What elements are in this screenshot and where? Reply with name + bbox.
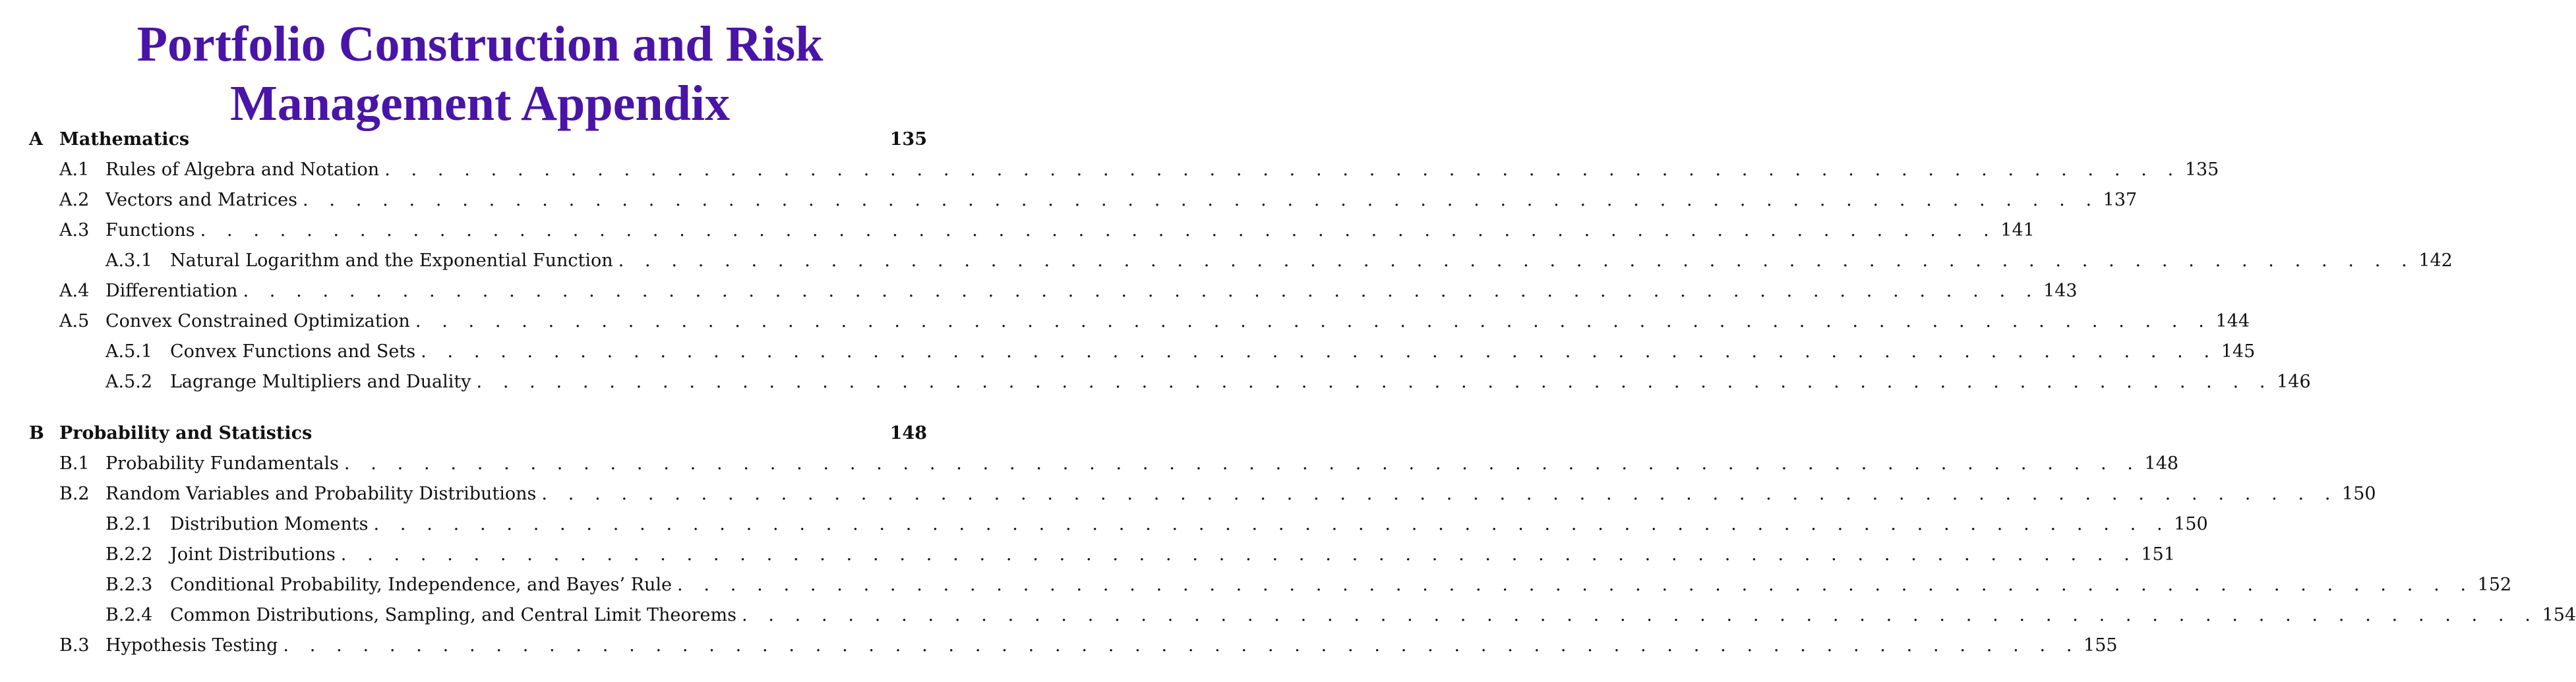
toc-dot-leader: . . . . . . . . . . . . . . . . . . . . . . . . . . . . . . . . . . . . . . . . . . . . . . . . . . . . . . . . . . . . . . . . . . . . bbox=[384, 159, 2181, 180]
toc-label: Functions bbox=[105, 220, 195, 241]
toc-dot-leader: . . . . . . . . . . . . . . . . . . . . . . . . . . . . . . . . . . . . . . . . . . . . . . . . . . . . . . . . . . . . . . . . . . . . bbox=[344, 453, 2141, 474]
toc-section-a2[interactable] bbox=[59, 187, 2138, 213]
toc-label: Common Distributions, Sampling, and Central Limit Theorems bbox=[170, 605, 736, 625]
toc-label: Vectors and Matrices bbox=[105, 190, 298, 210]
toc-number: B.2.2 bbox=[105, 544, 153, 565]
toc-subsection-a52[interactable] bbox=[105, 369, 2311, 395]
toc-label: Distribution Moments bbox=[170, 514, 369, 534]
toc-section-a3[interactable] bbox=[59, 217, 2035, 244]
toc-number: B.1 bbox=[59, 453, 90, 474]
toc-label: Differentiation bbox=[105, 281, 238, 301]
toc-label: Convex Functions and Sets bbox=[170, 341, 416, 362]
toc-page-number: 144 bbox=[2215, 311, 2250, 331]
toc-subsection-b24[interactable] bbox=[105, 602, 2576, 629]
toc-dot-leader: . . . . . . . . . . . . . . . . . . . . . . . . . . . . . . . . . . . . . . . . . . . . . . . . . . . . . . . . . . . . . . . . . . . . bbox=[200, 220, 1997, 241]
toc-dot-leader: . . . . . . . . . . . . . . . . . . . . . . . . . . . . . . . . . . . . . . . . . . . . . . . . . . . . . . . . . . . . . . . . . . . . bbox=[677, 575, 2474, 595]
toc-chapter-b[interactable] bbox=[29, 420, 927, 447]
toc-page-number: 146 bbox=[2277, 372, 2311, 392]
toc-label: Mathematics bbox=[59, 129, 190, 150]
toc-label: Probability and Statistics bbox=[59, 423, 313, 443]
toc-page-number: 141 bbox=[2000, 220, 2035, 241]
toc-page-number: 142 bbox=[2418, 250, 2453, 271]
toc-number: A.2 bbox=[59, 190, 90, 210]
toc-subsection-a31[interactable] bbox=[105, 248, 2453, 274]
toc-section-b2[interactable] bbox=[59, 481, 2376, 507]
toc-page-number: 155 bbox=[2083, 635, 2118, 656]
toc-dot-leader: . . . . . . . . . . . . . . . . . . . . . . . . . . . . . . . . . . . . . . . . . . . . . . . . . . . . . . . . . . . . . . . . . . . . bbox=[541, 484, 2339, 504]
toc-chapter-a[interactable] bbox=[29, 127, 927, 153]
toc-dot-leader: . . . . . . . . . . . . . . . . . . . . . . . . . . . . . . . . . . . . . . . . . . . . . . . . . . . . . . . . . . . . . . . . . . . . bbox=[340, 544, 2138, 565]
toc-subsection-a51[interactable] bbox=[105, 339, 2256, 365]
toc-dot-leader: . . . . . . . . . . . . . . . . . . . . . . . . . . . . . . . . . . . . . . . . . . . . . . . . . . . . . . . . . . . . . . . . . . . . bbox=[476, 372, 2273, 392]
toc-number: B.2.1 bbox=[105, 514, 153, 534]
toc-number: A.3 bbox=[59, 220, 90, 241]
toc-dot-leader: . . . . . . . . . . . . . . . . . . . . . . . . . . . . . . . . . . . . . . . . . . . . . . . . . . . . . . . . . . . . . . . . . . . . bbox=[243, 281, 2040, 301]
toc-dot-leader: . . . . . . . . . . . . . . . . . . . . . . . . . . . . . . . . . . . . . . . . . . . . . . . . . . . . . . . . . . . . . . . . . . . . bbox=[421, 341, 2217, 362]
title-line-1: Portfolio Construction and Risk bbox=[136, 16, 824, 72]
toc-page-number: 150 bbox=[2342, 484, 2376, 504]
toc-section-b3[interactable] bbox=[59, 633, 2118, 659]
toc-number: A.4 bbox=[59, 281, 90, 301]
toc-subsection-b21[interactable] bbox=[105, 511, 2208, 538]
toc-dot-leader: . . . . . . . . . . . . . . . . . . . . . . . . . . . . . . . . . . . . . . . . . . . . . . . . . . . . . . . . . . . . . . . . . . . . bbox=[741, 605, 2538, 625]
toc-number: B.2.3 bbox=[105, 575, 153, 595]
toc-dot-leader: . . . . . . . . . . . . . . . . . . . . . . . . . . . . . . . . . . . . . . . . . . . . . . . . . . . . . . . . . . . . . . . . . . . . bbox=[618, 250, 2415, 271]
toc-section-a5[interactable] bbox=[59, 308, 2250, 335]
toc-section-b1[interactable] bbox=[59, 451, 2179, 477]
toc-number: A.3.1 bbox=[105, 250, 153, 271]
toc-dot-leader: . . . . . . . . . . . . . . . . . . . . . . . . . . . . . . . . . . . . . . . . . . . . . . . . . . . . . . . . . . . . . . . . . . . . bbox=[303, 190, 2099, 210]
toc-page-number: 152 bbox=[2477, 575, 2512, 595]
toc-section-a4[interactable] bbox=[59, 278, 2078, 304]
toc-label: Convex Constrained Optimization bbox=[105, 311, 410, 331]
toc-number: A.5.1 bbox=[105, 341, 153, 362]
toc-number: A.5 bbox=[59, 311, 90, 331]
toc-page-number: 135 bbox=[889, 129, 927, 150]
toc-label: Joint Distributions bbox=[170, 544, 336, 565]
toc-page-number: 143 bbox=[2043, 281, 2078, 301]
toc-page-number: 151 bbox=[2141, 544, 2175, 565]
toc-number: B bbox=[29, 423, 44, 443]
toc-page-number: 150 bbox=[2174, 514, 2208, 534]
toc-number: B.2.4 bbox=[105, 605, 153, 625]
toc-dot-leader: . . . . . . . . . . . . . . . . . . . . . . . . . . . . . . . . . . . . . . . . . . . . . . . . . . . . . . . . . . . . . . . . . . . . bbox=[283, 635, 2080, 656]
toc-page-number: 135 bbox=[2184, 159, 2219, 180]
toc-number: A bbox=[29, 129, 43, 150]
toc-subsection-b22[interactable] bbox=[105, 542, 2175, 568]
title-line-2: Management Appendix bbox=[230, 76, 730, 131]
toc-subsection-b23[interactable] bbox=[105, 572, 2512, 598]
toc-page-number: 137 bbox=[2103, 190, 2138, 210]
toc-number: A.5.2 bbox=[105, 372, 153, 392]
toc-dot-leader: . . . . . . . . . . . . . . . . . . . . . . . . . . . . . . . . . . . . . . . . . . . . . . . . . . . . . . . . . . . . . . . . . . . . bbox=[373, 514, 2171, 534]
toc-page-number: 145 bbox=[2221, 341, 2256, 362]
toc-label: Hypothesis Testing bbox=[105, 635, 278, 656]
toc-label: Random Variables and Probability Distributions bbox=[105, 484, 537, 504]
toc-label: Conditional Probability, Independence, and Bayes’ Rule bbox=[170, 575, 673, 595]
toc-page-number: 148 bbox=[889, 423, 927, 443]
toc-page-number: 148 bbox=[2144, 453, 2179, 474]
toc-number: B.2 bbox=[59, 484, 90, 504]
toc-page-number: 154 bbox=[2542, 605, 2576, 625]
toc-section-a1[interactable] bbox=[59, 157, 2219, 183]
toc-label: Lagrange Multipliers and Duality bbox=[170, 372, 471, 392]
toc-label: Probability Fundamentals bbox=[105, 453, 339, 474]
toc-number: B.3 bbox=[59, 635, 90, 656]
toc-label: Rules of Algebra and Notation bbox=[105, 159, 380, 180]
toc-label: Natural Logarithm and the Exponential Function bbox=[170, 250, 613, 271]
toc-dot-leader: . . . . . . . . . . . . . . . . . . . . . . . . . . . . . . . . . . . . . . . . . . . . . . . . . . . . . . . . . . . . . . . . . . . . bbox=[415, 311, 2212, 331]
toc-number: A.1 bbox=[59, 159, 90, 180]
